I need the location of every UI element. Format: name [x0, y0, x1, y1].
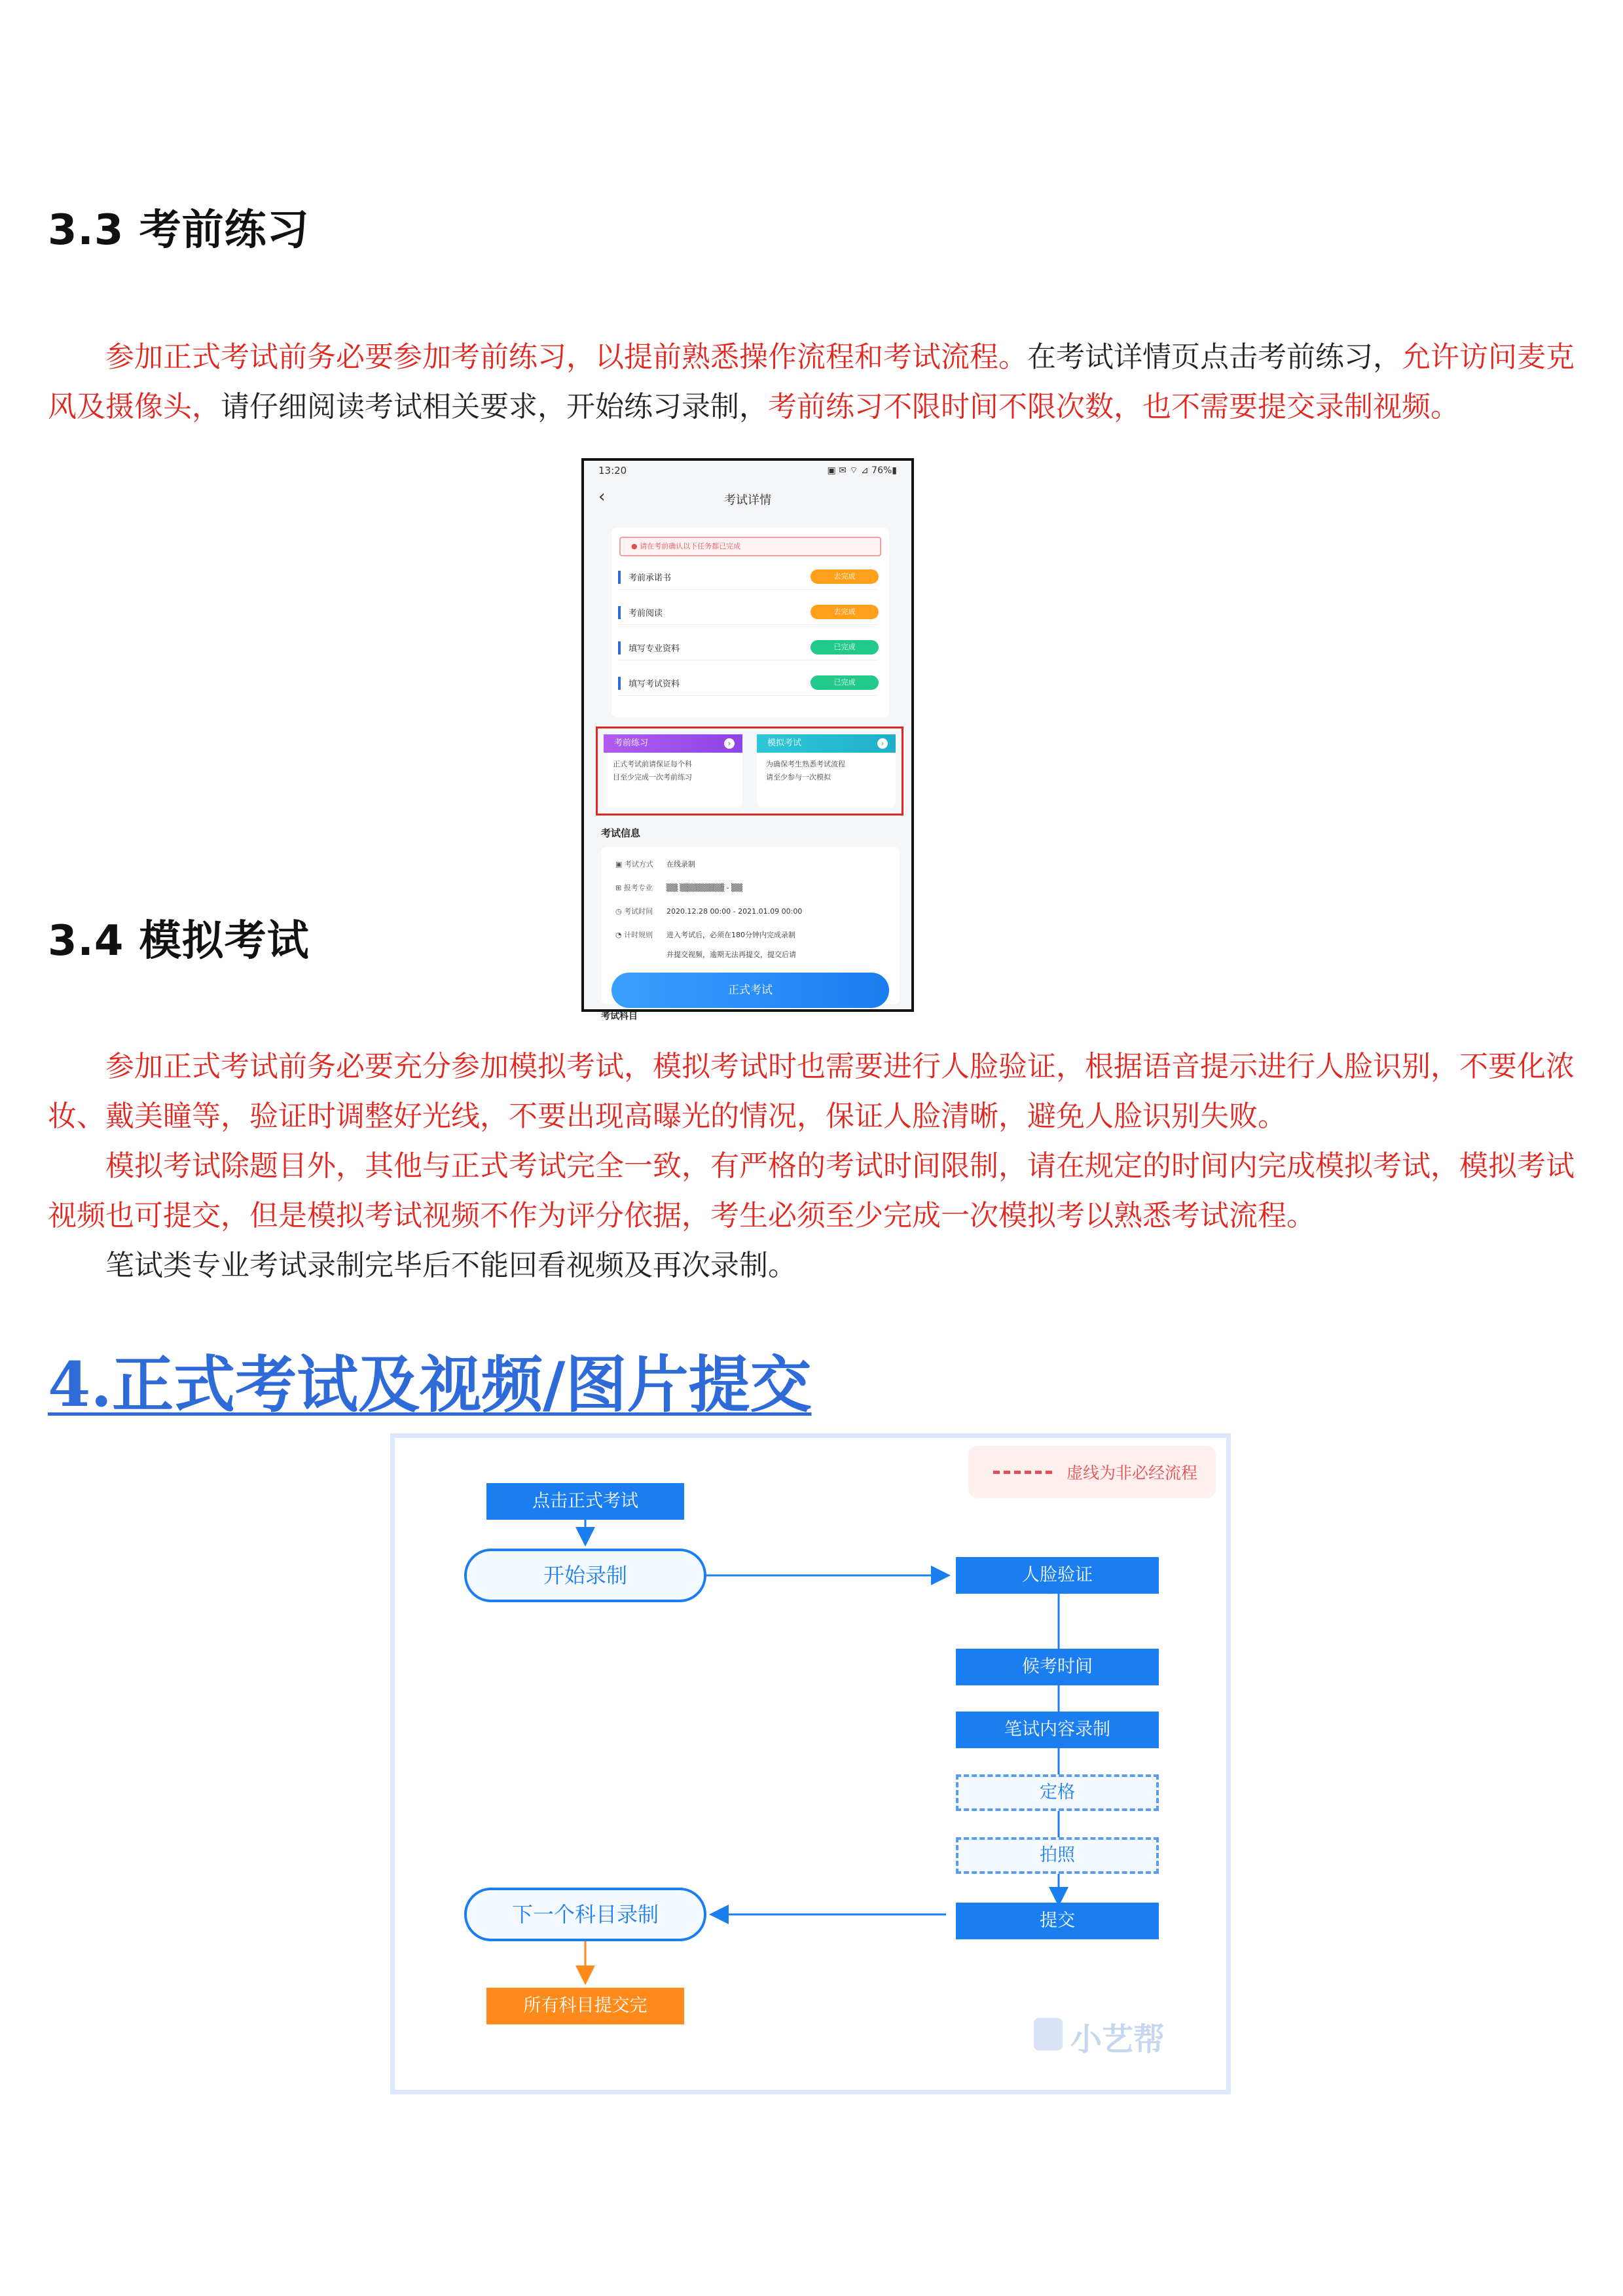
task-status-badge[interactable]: 去完成: [811, 605, 879, 619]
desc-line: 为确保考生熟悉考试流程: [766, 760, 845, 768]
legend: [968, 1446, 1216, 1498]
step-next-subject: 下一个科目录制: [464, 1888, 706, 1941]
start-exam-button[interactable]: 正式考试: [611, 973, 889, 1008]
status-icons: ▣ ✉ ⌔ ⊿ 76%▮: [827, 465, 897, 476]
chevron-right-icon: ›: [877, 738, 888, 749]
text-red: 允许访问麦克风及摄像头，: [48, 340, 1575, 423]
step-face-verify: 人脸验证: [956, 1557, 1159, 1594]
info-section-title: 考试信息: [601, 827, 641, 839]
practice-tile-desc: [604, 753, 742, 789]
info-key: ◷ 考试时间: [615, 907, 653, 916]
info-key: ▣ 考试方式: [615, 860, 653, 869]
text: 请仔细阅读考试相关要求，开始练习录制，: [221, 390, 768, 423]
flowchart: [390, 1433, 1231, 2094]
step-click-exam: 点击正式考试: [486, 1483, 684, 1520]
info-row: [615, 929, 795, 940]
practice-tile[interactable]: [604, 734, 742, 808]
mock-tile-header: [757, 734, 896, 753]
section-4-title: 4.正式考试及视频/图片提交: [48, 1349, 812, 1421]
section-3-4-title: 3.4 模拟考试: [48, 917, 310, 965]
step-all-submitted: 所有科目提交完: [486, 1988, 684, 2024]
task-label: 考前承诺书: [629, 573, 672, 583]
mock-tile-title: 模拟考试: [767, 738, 802, 748]
mock-tile[interactable]: [757, 734, 896, 808]
section-cutoff-text: 考试科目: [601, 1011, 638, 1022]
practice-tile-header: [604, 734, 742, 753]
step-written-record: 笔试内容录制: [956, 1712, 1159, 1748]
info-row: [615, 949, 796, 960]
text-red: 模拟考试除题目外，其他与正式考试完全一致，有严格的考试时间限制，请在规定的时间内完成模拟考试，模拟考试视频也可提交，但是模拟考试视频不作为评分依据，考生必须至少完成一次模拟考以熟悉考试流程。: [48, 1149, 1575, 1232]
task-status-badge[interactable]: 去完成: [811, 569, 879, 584]
section-3-4-paragraph-2: [48, 1141, 1577, 1241]
notice-banner: ● 请在考前确认以下任务都已完成: [619, 537, 881, 556]
desc-line: 目至少完成一次考前练习: [613, 773, 692, 781]
step-begin-record: 开始录制: [464, 1549, 706, 1602]
screen-title: 考试详情: [724, 493, 771, 507]
text-red: 考前练习不限时间不限次数，也不需要提交录制视频。: [768, 390, 1459, 423]
back-arrow-icon[interactable]: ‹: [598, 487, 606, 507]
section-3-3-paragraph: [48, 332, 1577, 432]
info-key: ◔ 计时规则: [615, 931, 653, 939]
info-value: 2020.12.28 00:00 - 2021.01.09 00:00: [666, 907, 803, 916]
row-accent: [618, 641, 621, 655]
phone-screenshot: [581, 458, 914, 1022]
task-label: 填写考试资料: [629, 679, 680, 689]
task-row[interactable]: [618, 563, 879, 590]
mock-tile-desc: [757, 753, 896, 789]
xiaoyibang-logo-icon: [1034, 2018, 1063, 2051]
info-value: ▒▒ ▒▒▒▒▒▒▒▒ - ▒▒: [666, 884, 742, 892]
row-accent: [618, 677, 621, 690]
task-row[interactable]: [618, 634, 879, 660]
status-time: 13:20: [598, 465, 627, 476]
practice-tile-title: 考前练习: [614, 738, 649, 748]
info-row: [615, 882, 742, 893]
watermark-text: 小艺帮: [1070, 2021, 1165, 2058]
info-value: 进入考试后，必须在180分钟内完成录制: [666, 931, 795, 939]
desc-line: 正式考试前请保证每个科: [613, 760, 692, 768]
section-3-4-paragraph-1: [48, 1042, 1577, 1141]
step-take-photo: 拍照: [956, 1837, 1159, 1874]
info-value: 并提交视频，逾期无法再提交，提交后请: [666, 950, 796, 959]
text-red: 参加正式考试前务必要参加考前练习，以提前熟悉操作流程和考试流程。: [105, 340, 1027, 374]
step-wait-time: 候考时间: [956, 1649, 1159, 1685]
desc-line: 请至少参与一次模拟: [766, 773, 831, 781]
task-card: [611, 528, 889, 717]
row-accent: [618, 606, 621, 619]
legend-text: 虚线为非必经流程: [1067, 1463, 1198, 1482]
task-status-badge[interactable]: 已完成: [811, 640, 879, 655]
task-row[interactable]: [618, 598, 879, 625]
info-value: 在线录制: [666, 860, 695, 869]
step-submit: 提交: [956, 1903, 1159, 1939]
info-row: [615, 906, 802, 916]
task-status-badge[interactable]: 已完成: [811, 675, 879, 690]
step-freeze-frame: 定格: [956, 1774, 1159, 1811]
text: 在考试详情页点击考前练习，: [1027, 340, 1402, 374]
text-red: 参加正式考试前务必要充分参加模拟考试，模拟考试时也需要进行人脸验证，根据语音提示进行人脸识别，不要化浓妆、戴美瞳等，验证时调整好光线，不要出现高曝光的情况，保证人脸清晰，避免人脸识别失败。: [48, 1050, 1575, 1133]
section-3-3-title: 3.3 考前练习: [48, 206, 310, 255]
info-key: ⊞ 报考专业: [615, 884, 653, 892]
row-accent: [618, 571, 621, 584]
task-label: 考前阅读: [629, 609, 663, 619]
task-label: 填写专业资料: [629, 644, 680, 654]
dashed-line-icon: [993, 1471, 1052, 1474]
chevron-right-icon: ›: [724, 738, 735, 749]
section-3-4-paragraph-3: 笔试类专业考试录制完毕后不能回看视频及再次录制。: [105, 1249, 797, 1282]
info-row: [615, 859, 695, 869]
task-row[interactable]: [618, 669, 879, 696]
